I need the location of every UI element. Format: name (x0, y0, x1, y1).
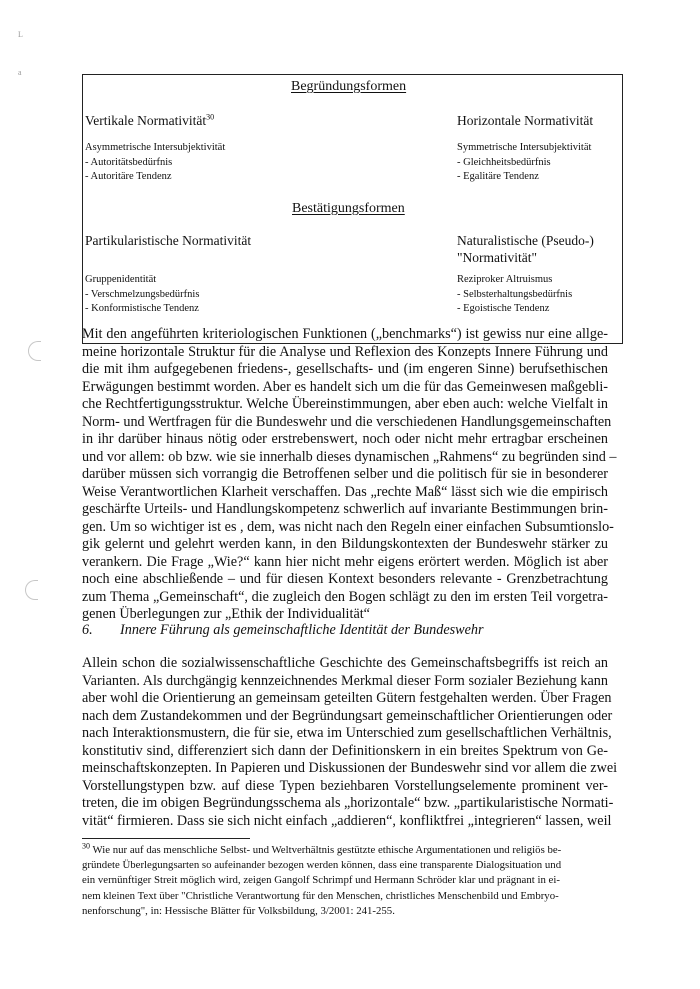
text-line: vität“ firmieren. Dass sie sich nicht einfach „addieren“, konfliktfrei „integrieren“ lassen, weil (82, 812, 612, 829)
footnote-ref: 30 (206, 112, 215, 122)
cell-naturalist-list: Reziproker Altruismus - Selbsterhaltungsbedürfnis - Egoistische Tendenz (457, 274, 573, 314)
footnote-line: gründete Überlegungsarten so aufeinander bezogen werden können, dass eine transparente Dialogsituation und (82, 859, 562, 872)
punch-hole (28, 341, 41, 361)
text-line: verankern. Die Frage „Wie?“ kann hier nicht mehr eigens erörtert werden. Möglich ist aber (82, 553, 608, 570)
punch-hole (25, 580, 38, 600)
text-line: konstitutiv sind, differenziert sich dann der Definitionskern in ein breites Spektrum von Ge- (82, 742, 608, 759)
text-line: Mit den angeführten kriteriologischen Funktionen („benchmarks“) ist gewiss nur eine allge- (82, 326, 608, 342)
footnote-line: ein vernünftiger Streit möglich wird, zeigen Gangolf Schrimpf und Hermann Schröder klar und prägnant in ei- (82, 874, 560, 887)
cell-horizontal-list: Symmetrische Intersubjektivität - Gleichheitsbedürfnis - Egalitäre Tendenz (457, 142, 592, 182)
text-line: nach Interaktionsmustern, die für sie, etwa im Unterschied zum gesellschaftlichen Verhältnis, (82, 725, 612, 741)
footnote-line: nenforschung", in: Hessische Blätter für Volksbildung, 3/2001: 241-255. (82, 904, 395, 917)
paragraph-gemeinschaft (82, 655, 618, 830)
text-line: Norm- und Wertfragen für die Bundeswehr und die verschiedenen Handlungsgemeinschaften (82, 413, 612, 430)
cell-particularist-title: Partikularistische Normativität (85, 233, 252, 248)
cell-vertical-title: Vertikale Normativität$^{30}$ (85, 112, 215, 128)
text-line: gen. Um so wichtiger ist es , dem, was nicht nach den Regeln einer einfachen Subsumtionslo- (82, 518, 614, 535)
normativity-schema-box (82, 74, 623, 344)
text-line: Varianten. Als durchgängig kennzeichnendes Merkmal dieser Form sozialer Beziehung kann (82, 672, 608, 689)
scan-mark: a (18, 68, 22, 77)
cell-naturalist-title: Naturalistische (Pseudo-) "Normativität" (457, 233, 594, 265)
text-line: Erwägungen bestimmt worden. Aber es handelt sich um die für das Gemeinwesen maßgebli- (82, 378, 608, 395)
cell-vertical-list: Asymmetrische Intersubjektivität - Autoritätsbedürfnis - Autoritäre Tendenz (85, 142, 226, 182)
text-line: meinschaftskonzepten. In Papieren und Diskussionen der Bundeswehr sind vor allem die zwei (82, 760, 618, 776)
text-line: Allein schon die sozialwissenschaftliche Geschichte des Gemeinschaftsbegriffs ist reich an (82, 655, 608, 671)
text-line: che Rechtfertigungsstruktur. Welche Übereinstimmungen, aber eben auch: welche Vielfalt in (82, 396, 608, 412)
footnote-30 (82, 843, 608, 919)
text-line: Weise Verantwortlichen Klarheit verschaffen. Das „rechte Maß“ lässt sich wie die empirisch (82, 483, 608, 500)
section-number: 6. (82, 622, 93, 638)
heading-begruendungsformen: Begründungsformen (291, 79, 407, 94)
text-line: gik gelernt und gelehrt werden kann, in den Bildungskontexten der Bundeswehr stärker zu (82, 536, 608, 552)
text-line: noch eine abschließende – und für diesen Kontext besonders relevante - Grenzbetrachtung (82, 571, 608, 587)
footnote-line: nem kleinen Text über "Christliche Verantwortung für den Menschen, christliches Menschenbild und Embryo- (82, 889, 559, 902)
text-line: die mit ihm aufgegebenen friedens-, gesellschafts- und (im engeren Sinne) berufsethischen (82, 361, 608, 377)
heading-bestaetigungsformen: Bestätigungsformen (292, 201, 405, 216)
section-title: Innere Führung als gemeinschaftliche Identität der Bundeswehr (120, 622, 484, 638)
cell-horizontal-title: Horizontale Normativität (457, 113, 594, 128)
text-line: meine horizontale Struktur für die Analyse und Reflexion des Konzepts Innere Führung und (82, 343, 608, 360)
text-line: aber wohl die Orientierung an gemeinsam geteilten Gütern festgehalten werden. Über Fragen (82, 690, 612, 706)
footnote-number: 30 (82, 841, 90, 851)
footnote-separator (82, 838, 250, 839)
paragraph-benchmarks (82, 326, 617, 624)
text-line: geschärfte Urteils- und Handlungskompetenz schwerlich auf invariante Bestimmungen brin- (82, 501, 608, 517)
text-line: Vorstellungstypen bzw. auf diese Typen beziehbaren Vorstellungselemente prominent ver- (82, 777, 608, 794)
text-line: zum Thema „Gemeinschaft“, die zugleich den Bogen schlägt zu den im ersten Teil vorgetra- (82, 588, 608, 605)
text-line: treten, die im obigen Begründungsschema als „horizontale“ bzw. „partikularistische Normati- (82, 795, 614, 811)
text-line: nach dem Zustandekommen und der Begründungsart gemeinschaftlicher Orientierungen oder (82, 707, 613, 724)
text-line: in ihr darüber hinaus nötig oder erstrebenswert, noch oder nicht mehr ertragbar erscheinen (82, 431, 608, 447)
text-line: darüber müssen sich vorrangig die Betroffenen selber und die politisch für sie in besonderer (82, 466, 608, 482)
footnote-line: $^{30}$ Wie nur auf das menschliche Selbst- und Weltverhältnis gestützte ethische Argumentationen und religiös be- (82, 841, 562, 856)
scan-mark: L (18, 30, 23, 39)
text-line: genen Überlegungen zur „Ethik der Individualität“ (82, 606, 370, 622)
section-heading (82, 622, 484, 639)
cell-particularist-list: Gruppenidentität - Verschmelzungsbedürfnis - Konformistische Tendenz (85, 274, 200, 314)
text-line: und vor allem: ob bzw. wie sie innerhalb dieses dynamischen „Rahmens“ zu begründen sind – (82, 448, 617, 465)
